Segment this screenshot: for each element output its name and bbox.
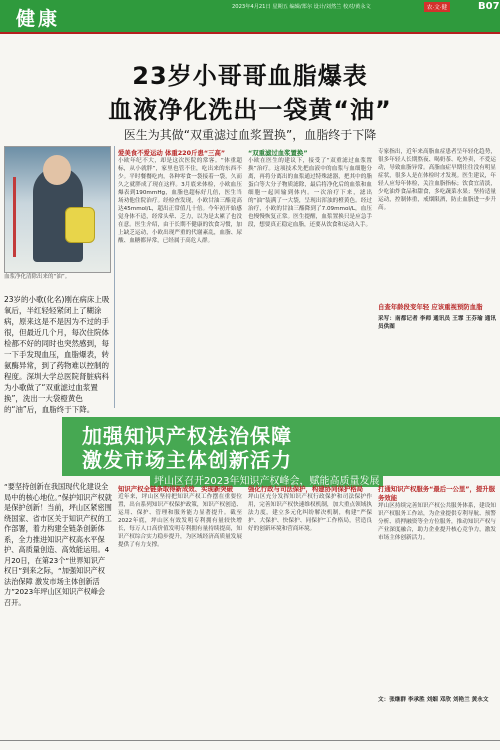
article-credit: 采写：南都记者 李师 通讯员 王霏 王芬瑜 通讯员供图 [378, 316, 496, 330]
head-shape [43, 155, 71, 185]
article1-column-1 [118, 148, 242, 410]
plasma-bag-shape [65, 207, 95, 243]
page-number: B07 [478, 1, 500, 12]
headline-line-1: 23岁小哥哥血脂爆表 [132, 62, 368, 90]
column-body: 坪山区充分发挥知识产权行政保护和司法保护作用，完善知识产权快速维权机制，加大重点领域执法力度，建立多元化纠纷解决机制，构建“严保护、大保护、快保护、同保护”工作格局，营造良好的创新环境和营商环境。 [248, 494, 372, 532]
article2-subtitle: 坪山区召开2023年知识产权峰会，赋能高质量发展 [150, 472, 383, 487]
article2-lede: “要坚持创新在我国现代化建设全局中的核心地位。”保护知识产权就是保护创新！当前，坪山区紧密围绕国家、省市区关于知识产权的工作部署，着力构建全链条创新体系，全力推进知识产权高水平保护、高质量创造、高效能运用。4月20日，在第23个“世界知识产权日”到来之际，“加强知识产权法治保障 激发市场主体创新活力”2023年坪山区知识产权峰会召开。 [4, 482, 112, 607]
issue-meta: 2023年4月21日 星期五 编辑/郑尔 设计/刘然兰 校对/黄永文 [232, 4, 371, 10]
article-lede: 23岁的小歌(化名)刚在病床上吸氧后，半红轻轻紧闭上了糊涂病，原来这是不是因为不过的手很，但最近几个月，每次住院体检都不好的同时也突然感到，每一下手发现血压，血脂爆表，转氨酶异常，到了药物难以控制的程度。深圳大学总医院肾脏病科为小歌做了“双重滤过血浆置换”，洗出一大袋橙黄色的“油”后，血脂终于下降。 [4, 295, 110, 414]
column-body: 坪山区持续完善知识产权公共服务体系，建设知识产权服务工作站，为企业提供专利导航、预警分析、质押融资等全方位服务，推动知识产权与产业深度融合，助力企业提升核心竞争力，激发市场主体创新活力。 [378, 503, 496, 541]
article1-column-2 [248, 148, 372, 410]
article2-headline-2: 激发市场主体创新活力 [82, 448, 292, 472]
photo-caption: 血浆净化清除出来的“油”。 [4, 274, 71, 280]
column-body: 小欧在医生的建议下，接受了“双重滤过血浆置换”治疗。这项技术先把血液中的血浆与血细胞分离，再将分离出的血浆通过特殊滤器，把其中的脂蛋白等大分子物质滤除，最后将净化后的血浆和血细胞一起回输到体内。一次治疗下来，滤出的“油”装满了一大袋，呈现出浑浊的橙黄色。经过治疗，小欧的甘油三酯降到了7.09mmol/L，血压也慢慢恢复正常。医生提醒，血浆置换只是应急手段，想要真正稳定血脂，还要从饮食和运动入手。 [248, 158, 372, 228]
article2-column-3 [378, 484, 496, 736]
column-subhead: 强化行政与司法保护，构建协同保护格局 [248, 485, 364, 493]
article2-column-2 [248, 484, 372, 736]
column-body: 专家指出，近年来高脂血症患者呈年轻化趋势，很多年轻人长期熬夜、喝奶茶、吃外卖，不爱运动，导致血脂异常。高脂血症早期往往没有明显症状，很多人是在体检时才发现。医生建议，年轻人应每年体检，关注血脂指标；饮食宜清淡，少吃油炸食品和甜食，多吃蔬菜水果；坚持适量运动，控制体重，戒烟限酒，防止血脂进一步升高。 [378, 149, 496, 211]
news-photo [4, 146, 111, 273]
column-body: 近年来，坪山区坚持把知识产权工作摆在重要位置，出台系列知识产权保护政策，知识产权创造、运用、保护、管理和服务能力显著提升。截至2022年底，坪山区有效发明专利拥有量较快增长，每万人口高价值发明专利拥有量持续提高，知识产权综合实力稳步提升，为区域经济高质量发展提供了有力支撑。 [118, 494, 242, 548]
header-rule [0, 32, 500, 34]
column-body: 小欧年纪不大，却是这次医院的常客。“体重超标，从小就胖”，家里也管不住，吃出来的东西不少。平时餐餐吃肉，各种零食一袋接着一袋，久而久之就胖成了现在这样。3月底来体检，小欧血压爆表到190mmHg，血脂也超标好几倍，医生当场劝他住院治疗。经检查发现，小欧甘油三酯竟高达45mmol/L，超出正常值几十倍。今年初开始感觉身体不适，经常头晕、乏力，以为是太累了也没在意。医生介绍，由于长期不健康的饮食习惯，加上缺乏运动，小欧出现严重的代谢紊乱，血脂、尿酸、血糖都异常，已经属于高危人群。 [118, 158, 242, 244]
article2-column-1 [118, 484, 242, 736]
tube-shape [13, 177, 16, 257]
section-title: 健康 [16, 8, 61, 30]
article1-column-3 [378, 148, 496, 410]
column-subhead: “双重滤过血浆置换” [248, 149, 308, 157]
column-subhead: 自查年龄段变年轻 应该重视预防血脂 [378, 303, 483, 311]
footer-rule [0, 740, 500, 741]
column-subhead: 打通知识产权服务“最后一公里”，提升服务效能 [378, 485, 496, 502]
headline-line-2: 血液净化洗出一袋黄“油” [108, 96, 392, 124]
column-subhead: 爱美食不爱运动 体重220斤患“三高” [118, 149, 226, 157]
column-subhead: 知识产权全链条取得新成效、实现新突破 [118, 485, 234, 493]
article2-headline-1: 加强知识产权法治保障 [82, 424, 292, 448]
column-divider [114, 146, 115, 408]
section-tag: 农·文·健 [424, 2, 450, 12]
article-credit: 文：张继群 李承胜 刘姻 邓欣 刘艳兰 黄永文 [378, 697, 489, 703]
headline-subtitle: 医生为其做“双重滤过血浆置换”，血脂终于下降 [123, 128, 377, 142]
